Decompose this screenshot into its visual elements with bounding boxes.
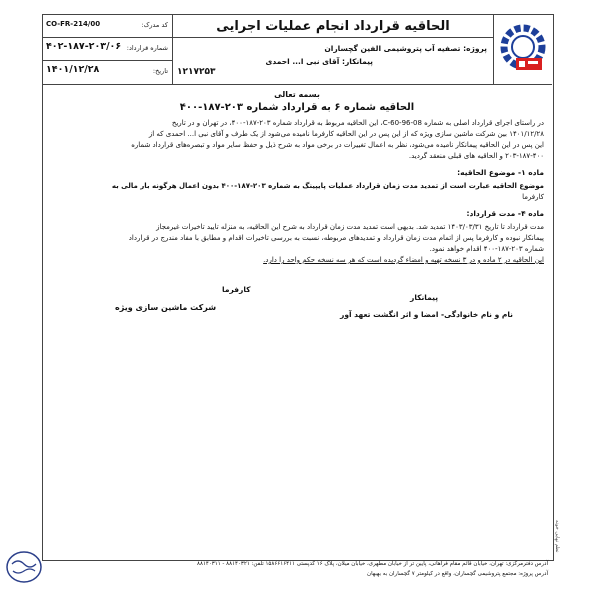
employer-label: کارفرما bbox=[222, 285, 251, 294]
contract-no-row bbox=[42, 37, 172, 61]
project-label: پروژه: bbox=[463, 44, 487, 53]
contract-no-value: ۴۰۲-۱۸۷-۲۰۳/۰۶ bbox=[46, 41, 122, 52]
intro-line: ۱۴۰۱/۱۲/۲۸ بین شرکت ماشین سازی ویژه که از این پس در این الحاقیه کارفرما نامیده می‌شود از یک طرف و آقای نبی ا... احمدی که از bbox=[148, 130, 544, 138]
doc-code-row bbox=[42, 14, 172, 38]
page-footer bbox=[42, 559, 552, 587]
footer-address-office: آدرس دفترمرکزی: تهران، خیابان قائم مقام فراهانی، پایین تر از خیابان مطهری، خیابان میلان، پلاک ۱۶ کدپستی ۱۵۸۶۶۱۶۴۱۱ تلفن: ۸۸۱۴۰۳۲۱ - ۸۸۱۴۰۳۱۱ bbox=[197, 561, 548, 567]
amendment-title: الحاقیه شماره ۶ به قرارداد شماره ۲۰۳-۱۸۷-۴۰۰ bbox=[179, 102, 415, 113]
intro-line: این پس در این الحاقیه پیمانکار نامیده می‌شود، نظر به اعمال تغییرات در برخی مواد به شرح ذیل و حفظ سایر مواد و تبصره‌های قرارداد شماره bbox=[131, 141, 544, 149]
contractor-value: آقای نبی ا... احمدی bbox=[265, 57, 340, 66]
article1-line: موضوع الحاقیه عبارت است از تمدید مدت زمان قرارداد عملیات پایپینگ به شماره ۲۰۳-۱۸۷-۴۰۰ بدون اعمال هرگونه بار مالی به bbox=[111, 182, 544, 190]
article4-heading: ماده ۴- مدت قرارداد: bbox=[466, 209, 544, 218]
employer-name: شرکت ماشین سازی ویژه bbox=[115, 303, 217, 312]
article4-line: این الحاقیه در ۲ ماده و در ۳ نسخه تهیه و امضاء گردیده است که هر سه نسخه حکم واحد را دارد. bbox=[263, 256, 544, 264]
date-row bbox=[42, 60, 172, 83]
header-number: ۱۲۱۷۲۵۳ bbox=[177, 67, 216, 77]
bismillah: بسمه تعالی bbox=[274, 90, 320, 99]
company-logo-box bbox=[493, 14, 552, 84]
article4-line: مدت قرارداد تا تاریخ ۱۴۰۳/۰۳/۳۱ تمدید شد. بدیهی است تمدید مدت زمان قرارداد به شرح این الحاقیه، به منزله تایید تاخیرات غیرمجاز bbox=[156, 223, 544, 231]
doc-code-value: CO-FR-214/00 bbox=[46, 20, 101, 28]
project-value: تصفیه آب پتروشیمی الفین گچساران bbox=[324, 44, 461, 53]
contractor-label: پیمانکار: bbox=[341, 57, 373, 66]
header-title: الحاقیه قرارداد انجام عملیات اجرایی bbox=[173, 17, 493, 38]
stamp-seal-icon bbox=[4, 548, 44, 586]
side-note: نظم نهایی خونه bbox=[554, 520, 560, 553]
header-title-box bbox=[173, 14, 493, 84]
date-value: ۱۴۰۱/۱۲/۲۸ bbox=[46, 64, 100, 75]
article4-line: پیمانکار نبوده و کارفرما پس از اتمام مدت زمان قرارداد و تمدیدهای مربوطه، نسبت به بررسی تاخیرات اقدام و مطابق با مفاد مندرج در قرارداد bbox=[128, 234, 544, 242]
contract-no-label: شماره قرارداد: bbox=[126, 44, 168, 52]
contractor-sign-note: نام و نام خانوادگی- امضا و اثر انگشت تعهد آور bbox=[340, 310, 513, 319]
article4-line: شماره ۲۰۳-۱۸۷-۴۰۰ اقدام خواهد نمود. bbox=[429, 245, 544, 253]
article1-body bbox=[52, 181, 544, 203]
contractor-line bbox=[266, 57, 373, 66]
contractor-sign-label: پیمانکار bbox=[410, 293, 439, 302]
date-label: تاریخ: bbox=[152, 67, 168, 75]
article4-body bbox=[52, 222, 544, 266]
intro-line: ۲۰۳-۱۸۷-۴۰۰ و الحاقیه های قبلی منعقد گردید. bbox=[408, 152, 544, 160]
article1-heading: ماده ۱- موضوع الحاقیه: bbox=[457, 168, 544, 177]
header-meta-box bbox=[42, 14, 173, 84]
company-logo-icon bbox=[498, 20, 548, 78]
article1-line: کارفرما bbox=[522, 193, 544, 201]
intro-line: در راستای اجرای قرارداد اصلی به شماره C-60-96-08، این الحاقیه مربوط به قرارداد شماره ۲۰۳-۱۸۷-۴۰۰، در تهران و در تاریخ bbox=[171, 119, 544, 127]
footer-address-project: آدرس پروژه: مجتمع پتروشیمی گچساران، واقع در کیلومتر ۷ گچساران به بهبهان bbox=[367, 571, 548, 577]
intro-paragraph bbox=[52, 118, 544, 162]
project-line bbox=[324, 44, 487, 53]
document-header bbox=[42, 14, 552, 85]
doc-code-label: کد مدرک: bbox=[141, 21, 168, 29]
